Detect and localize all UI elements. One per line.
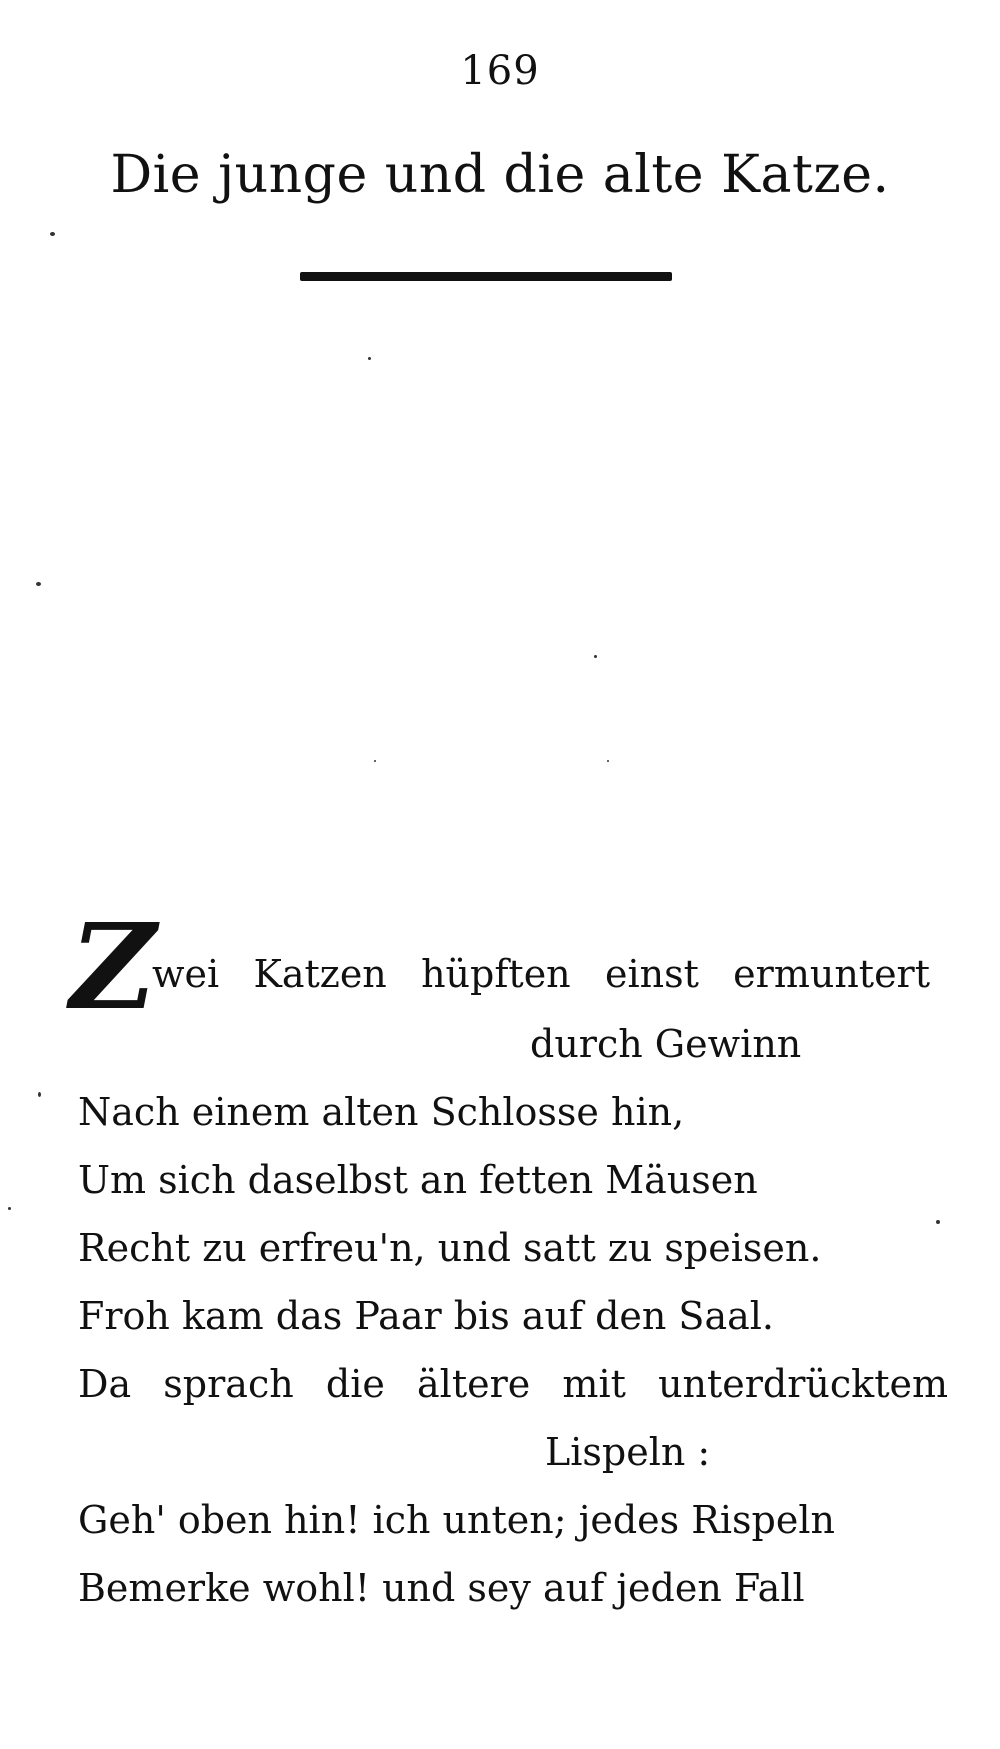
drop-cap: Z	[70, 897, 157, 1036]
verse-line-6-turnover: Lispeln :	[545, 1430, 711, 1474]
scan-speck	[36, 582, 41, 586]
verse-line-1-turnover: durch Gewinn	[530, 1022, 802, 1066]
title-rule	[300, 272, 672, 281]
scan-speck	[38, 1092, 41, 1097]
scan-speck	[50, 232, 55, 236]
verse-line-8: Bemerke wohl! und sey auf jeden Fall	[78, 1566, 805, 1610]
verse-line-5: Froh kam das Paar bis auf den Saal.	[78, 1294, 775, 1338]
verse-line-1: wei Katzen hüpften einst ermuntert	[152, 952, 930, 996]
scan-speck	[8, 1207, 11, 1210]
scan-speck	[368, 357, 371, 360]
scan-speck	[936, 1220, 940, 1224]
verse-line-3: Um sich daselbst an fetten Mäusen	[78, 1158, 758, 1202]
scan-speck	[374, 760, 376, 762]
poem-title: Die junge und die alte Katze.	[110, 145, 890, 205]
page-number: 169	[460, 48, 540, 94]
scan-speck	[607, 760, 609, 762]
verse-line-4: Recht zu erfreu'n, und satt zu speisen.	[78, 1226, 822, 1270]
verse-line-2: Nach einem alten Schlosse hin,	[78, 1090, 685, 1134]
verse-line-6: Da sprach die ältere mit unterdrücktem	[78, 1362, 948, 1406]
scan-speck	[594, 655, 597, 658]
verse-line-7: Geh' oben hin! ich unten; jedes Rispeln	[78, 1498, 835, 1542]
